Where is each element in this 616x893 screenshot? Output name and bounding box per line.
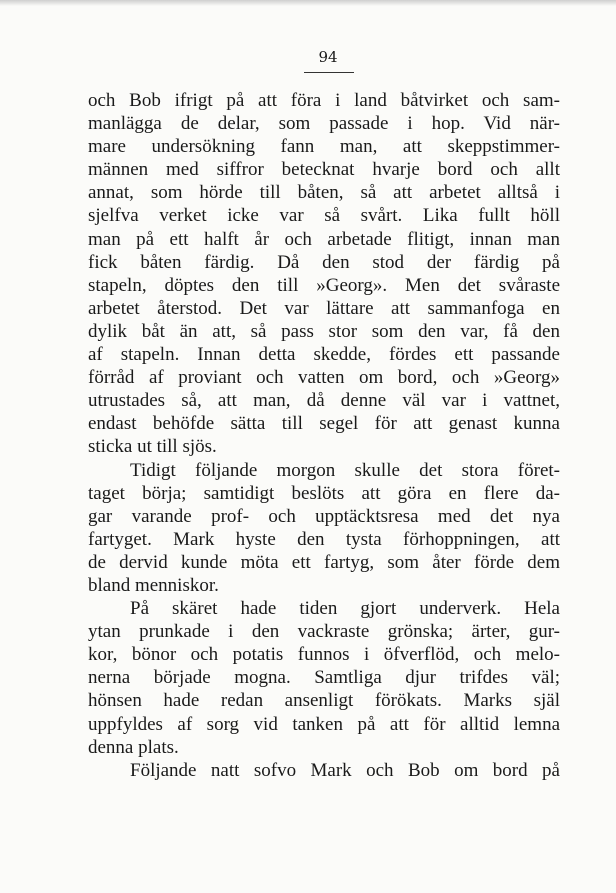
paragraph-1	[88, 89, 560, 459]
text-line: manlägga de delar, som passade i hop. Vid när-	[88, 113, 560, 135]
text-line: hönsen hade redan ansenligt förökats. Marks själ	[88, 690, 560, 712]
text-line: stapeln, döptes den till »Georg». Men det svåraste	[88, 274, 560, 296]
text-line: uppfyldes af sorg vid tanken på att för alltid lemna	[88, 713, 560, 735]
text-line: nerna började mogna. Samtliga djur trifdes väl;	[88, 667, 560, 689]
text-line: man på ett halft år och arbetade flitigt, innan man	[88, 228, 560, 250]
text-line: de dervid kunde möta ett fartyg, som åter förde dem	[88, 551, 560, 573]
text-line: denna plats.	[88, 736, 179, 758]
text-line: bland menniskor.	[88, 574, 219, 596]
text-line: endast behöfde sätta till segel för att genast kunna	[88, 413, 560, 435]
text-line: gar varande prof- och upptäcktsresa med det nya	[88, 505, 560, 527]
text-line: utrustades så, att man, då denne väl var i vattnet,	[88, 390, 560, 412]
text-body	[88, 89, 560, 782]
text-line: annat, som hörde till båten, så att arbetet alltså i	[88, 182, 560, 204]
paragraph-2	[88, 459, 560, 598]
page-number-rule	[304, 72, 354, 73]
paragraph-3	[88, 597, 560, 759]
text-line: dylik båt än att, så pass stor som den var, få den	[88, 320, 560, 342]
text-line: kor, bönor och potatis funnos i öfverflöd, och melo-	[88, 644, 560, 666]
text-line: fartyget. Mark hyste den tysta förhoppningen, att	[88, 528, 560, 550]
page-number: 94	[318, 48, 338, 66]
text-line: Tidigt följande morgon skulle det stora föret-	[130, 459, 560, 481]
text-line: ytan prunkade i den vackraste grönska; ärter, gur-	[88, 621, 560, 643]
text-line: af stapeln. Innan detta skedde, fördes ett passande	[88, 344, 560, 366]
text-line: arbetet återstod. Det var lättare att sammanfoga en	[88, 297, 560, 319]
text-line: Följande natt sofvo Mark och Bob om bord på	[130, 759, 560, 781]
text-line: fick båten färdig. Då den stod der färdig på	[88, 251, 560, 273]
text-line: På skäret hade tiden gjort underverk. Hela	[130, 598, 560, 620]
paragraph-4	[88, 759, 560, 782]
text-line: taget börja; samtidigt beslöts att göra en flere da-	[88, 482, 560, 504]
text-line: förråd af proviant och vatten om bord, och »Georg»	[88, 367, 560, 389]
text-line: sticka ut till sjös.	[88, 436, 217, 458]
text-line: och Bob ifrigt på att föra i land båtvirket och sam-	[88, 90, 560, 111]
text-line: mare undersökning fann man, att skeppstimmer-	[88, 136, 560, 158]
text-line: sjelfva verket icke var så svårt. Lika fullt höll	[88, 205, 560, 227]
page-top-edge	[0, 0, 616, 6]
text-line: männen med siffror betecknat hvarje bord och allt	[88, 159, 560, 181]
